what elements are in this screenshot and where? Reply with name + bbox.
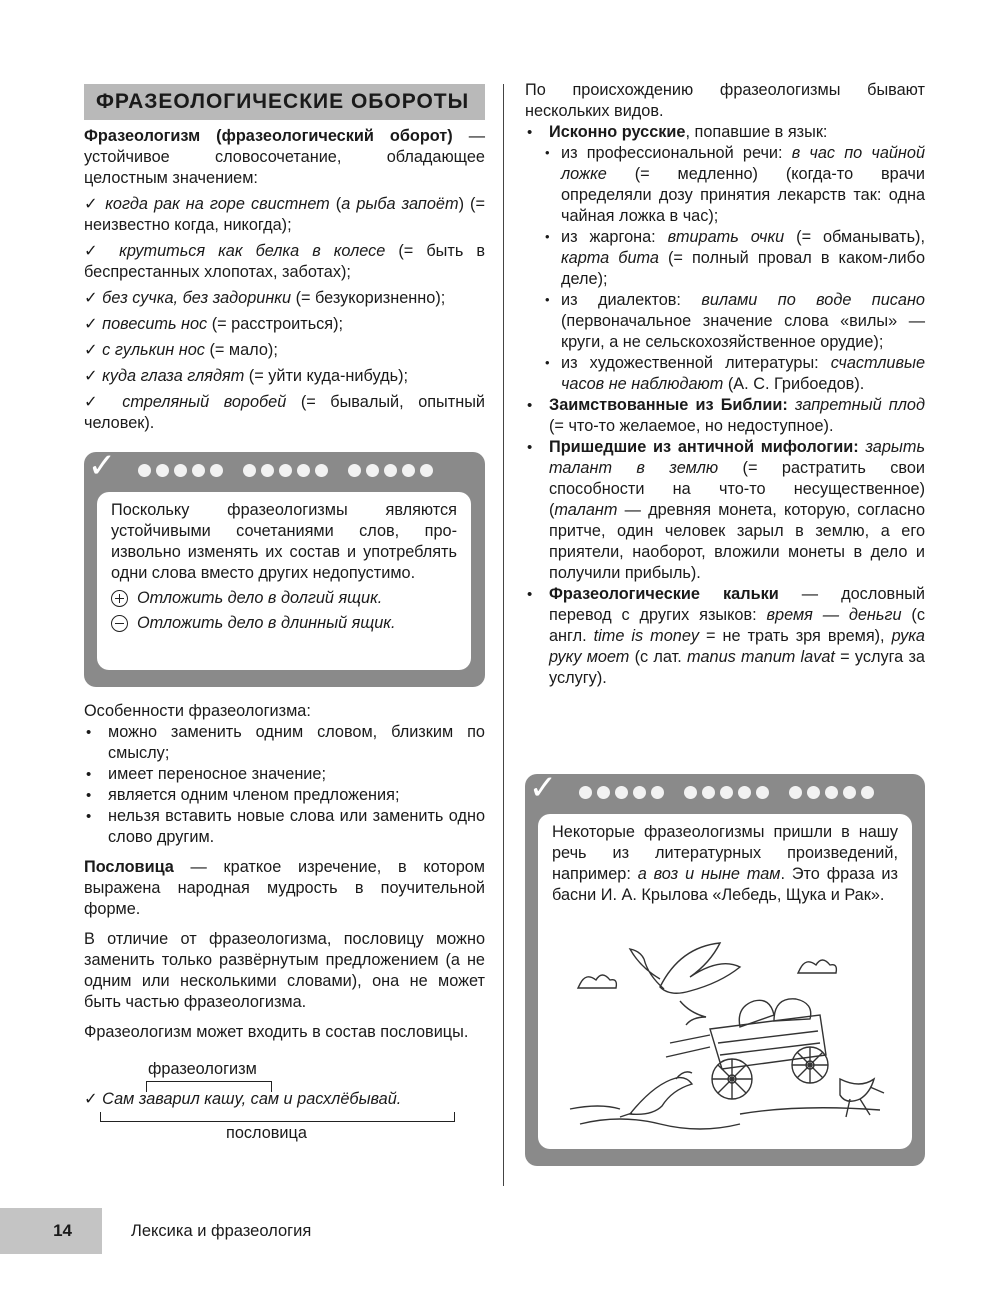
diagram-sentence: ✓ Сам заварил кашу, сам и расхлёбывай. bbox=[84, 1089, 401, 1110]
crayfish bbox=[840, 1079, 884, 1117]
rule-box-literary-origin bbox=[525, 769, 925, 1166]
list-item: • из профессиональной речи: в час по чайной ложке (= медленно) (когда-то врачи определяли дозу принятия лекарств так: одна чайная ложка в час); bbox=[525, 143, 925, 227]
checkmark-icon: ✓ bbox=[87, 447, 117, 485]
example-item: ✓ крутиться как белка в колесе (= быть в беспрестанных хлопотах, заботах); bbox=[84, 241, 485, 283]
example-item: ✓ без сучка, без задоринки (= безукоризненно); bbox=[84, 288, 485, 309]
right-column bbox=[525, 80, 926, 904]
list-item: • нельзя вставить новые слова или заменить одно слово другим. bbox=[84, 806, 485, 848]
rule-text: Поскольку фразеологизмы являются устойчивыми сочетаниями слов, произвольно изменять их состав и употреблять одни слова вместо других недопустимо. bbox=[111, 501, 457, 582]
column-divider bbox=[503, 84, 504, 1186]
swan-wings bbox=[660, 943, 740, 993]
example-item: ✓ когда рак на горе свистнет (а рыба запоёт) (= неизвестно когда, никогда); bbox=[84, 194, 485, 236]
checkmark-icon: ✓ bbox=[528, 769, 558, 807]
swan-tail bbox=[680, 1001, 706, 1025]
ground-line bbox=[740, 1108, 880, 1114]
proverb-definition: Пословица — краткое изречение, в котором выражена народная мудрость в поучительной форме. bbox=[84, 858, 485, 918]
cloud-icon bbox=[578, 975, 616, 988]
incorrect-example: Отложить дело в длинный ящик. bbox=[111, 613, 457, 634]
example-item: ✓ с гулькин нос (= мало); bbox=[84, 340, 485, 361]
origin-calque: • Фразеологические кальки — дословный перевод с других языков: время — деньги (с англ. time is money = не трать зря время), рука руку моет (с лат. manus manum lavat = услуга за услугу). bbox=[525, 584, 925, 689]
features-list bbox=[84, 722, 485, 848]
example-item: ✓ повесить нос (= расстроиться); bbox=[84, 314, 485, 335]
list-item: • является одним членом предложения; bbox=[84, 785, 485, 806]
origin-native: • Исконно русские, попавшие в язык: • из профессиональной речи: в час по чайной ложке (= медленно) (когда-то врачи определяли дозу принятия лекарств так: одна чайная ложка в час); • из жаргона: втирать очки (= обманывать), карта бита (= полный провал в каком-либо деле); • из диалектов: вилами по воде писано (первоначальное значение слова «вилы» — круги, а не сельскохозяйственное орудие); • из художественной литературы: счастливые часов не наблюдают (А. С. Грибоедов). bbox=[525, 122, 925, 395]
example-item: ✓ стреляный воробей (= бывалый, опытный человек). bbox=[84, 392, 485, 434]
rule-text: Некоторые фразеологизмы пришли в нашу речь из литературных произведений, например: а воз и ныне там. Это фраза из басни И. А. Крылова «Лебедь, Щука и Рак». bbox=[552, 823, 898, 904]
rule-box-content bbox=[538, 814, 912, 1149]
page-title: ФРАЗЕОЛОГИЧЕСКИЕ ОБОРОТЫ bbox=[84, 84, 485, 120]
page-number: 14 bbox=[0, 1208, 102, 1254]
decorative-dots bbox=[579, 786, 874, 799]
cart-shafts bbox=[666, 1035, 710, 1057]
list-item: • из диалектов: вилами по воде писано (первоначальное значение слова «вилы» — круги, а не сельскохозяйственное орудие); bbox=[525, 290, 925, 353]
list-item: • из художественной литературы: счастливые часов не наблюдают (А. С. Грибоедов). bbox=[525, 353, 925, 395]
phrase-proverb-diagram bbox=[84, 1059, 485, 1142]
origin-intro: По происхождению фразеологизмы бывают нескольких видов. bbox=[525, 81, 925, 120]
list-item: • можно заменить одним словом, близким по смыслу; bbox=[84, 722, 485, 764]
example-item: ✓ куда глаза глядят (= уйти куда-нибудь); bbox=[84, 366, 485, 387]
sacks bbox=[739, 999, 810, 1027]
decorative-dots bbox=[138, 464, 433, 477]
proverb-contrast: В отличие от фразеологизма, пословицу можно заменить только развёрнутым предложением (а не одним или несколькими словами), она не может быть частью фразеологизма. bbox=[84, 930, 485, 1011]
water-lines bbox=[570, 1106, 740, 1129]
definition-term: Фразеологизм (фразеологический оборот) bbox=[84, 127, 453, 145]
list-item: • имеет переносное значение; bbox=[84, 764, 485, 785]
proverb-bracket bbox=[100, 1112, 455, 1122]
rule-box-content bbox=[97, 492, 471, 670]
cloud-icon bbox=[798, 960, 836, 973]
pike-fish bbox=[630, 1078, 692, 1115]
origin-bible: • Заимствованные из Библии: запретный плод (= что-то желаемое, но недоступное). bbox=[525, 395, 925, 437]
definition-text: — устойчивое словосочетание, обладающее целостным значением: bbox=[84, 127, 485, 187]
features-heading: Особенности фразеологизма: bbox=[84, 702, 311, 720]
section-title: Лексика и фразеология bbox=[131, 1222, 312, 1240]
origin-list bbox=[525, 122, 925, 689]
definition-paragraph bbox=[84, 126, 485, 189]
native-sources-list bbox=[525, 143, 925, 395]
origin-myth: • Пришедшие из античной мифологии: зарыть талант в землю (= растратить свои способности на что-то несущественное) (талант — древняя монета, которую, согласно притче, один человек зарыл в землю, а его приятели, наоборот, вложили монеты в дело и получили прибыль). bbox=[525, 437, 925, 584]
plus-circle-icon bbox=[111, 590, 128, 607]
left-column bbox=[84, 84, 486, 1142]
diagram-label-proverb: пословица bbox=[226, 1124, 307, 1142]
cart-slats bbox=[718, 1031, 820, 1055]
proverb-include: Фразеологизм может входить в состав пословицы. bbox=[84, 1023, 469, 1041]
swan-pike-crayfish-illustration bbox=[560, 939, 890, 1139]
correct-example: Отложить дело в долгий ящик. bbox=[111, 588, 457, 609]
swan-neck bbox=[630, 949, 664, 989]
diagram-label-phraseologism: фразеологизм bbox=[148, 1060, 257, 1078]
minus-circle-icon bbox=[111, 615, 128, 632]
list-item: • из жаргона: втирать очки (= обманывать), карта бита (= полный провал в каком-либо деле); bbox=[525, 227, 925, 290]
rule-box-unchangeable bbox=[84, 447, 485, 687]
